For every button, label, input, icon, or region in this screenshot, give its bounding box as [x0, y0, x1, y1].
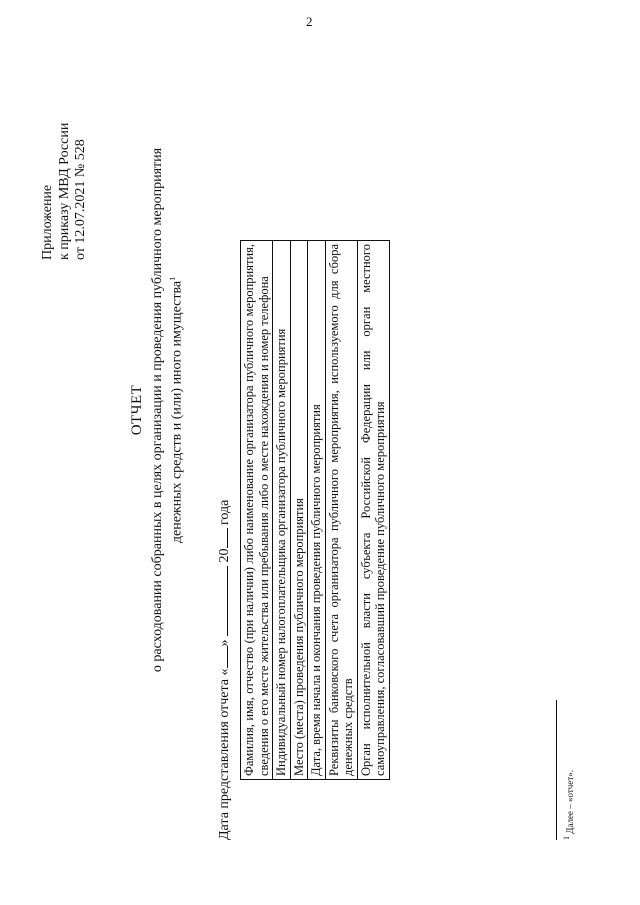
table-cell: Дата, время начала и окончания проведения публичного мероприятия	[308, 241, 326, 780]
rotated-content	[40, 40, 600, 880]
table-row	[325, 241, 357, 780]
month-blank	[215, 566, 228, 636]
date-quote-close: »	[217, 639, 232, 647]
appendix-line-3: от 12.07.2021 № 528	[73, 139, 88, 260]
table-cell: Место (места) проведения публичного мероприятия	[290, 241, 308, 780]
footnote-marker: 1	[168, 276, 177, 281]
year-prefix: 20	[217, 548, 232, 563]
footnote-divider	[556, 700, 557, 840]
page-number: 2	[306, 14, 313, 29]
year-blank	[215, 528, 228, 548]
appendix-line-2: к приказу МВД России	[56, 122, 72, 260]
table-row	[308, 241, 326, 780]
submission-date-line	[215, 500, 233, 840]
footnote-number: 1	[562, 836, 571, 840]
report-subtitle-1: о расходовании собранных в целях организации и проведения публичного мероприятия	[149, 147, 165, 673]
table-cell: Индивидуальный номер налогоплательщика организатора публичного мероприятия	[273, 241, 291, 780]
footnote-text: Далее – «отчет».	[565, 770, 575, 836]
table-cell: Фамилия, имя, отчество (при наличии) либо наименование организатора публичного мероприятия, сведения о его месте жительства или пребывания либо о месте нахождения и номер телефона	[241, 241, 273, 780]
day-blank	[215, 646, 228, 668]
table-row	[290, 241, 308, 780]
date-label: Дата представления отчета «	[217, 668, 232, 840]
report-heading: ОТЧЕТ	[129, 384, 145, 436]
report-title-block	[130, 40, 185, 780]
appendix-block	[40, 60, 90, 260]
report-table	[240, 240, 390, 780]
appendix-line-1: Приложение	[40, 184, 55, 260]
table-cell: Реквизиты банковского счета организатора публичного мероприятия, используемого для сбора денежных средств	[325, 241, 357, 780]
footnote	[562, 770, 575, 840]
year-suffix: года	[217, 499, 232, 525]
table-cell: Орган исполнительной власти субъекта Российской Федерации или орган местного самоуправления, согласовавший проведение публичного мероприятия	[357, 241, 389, 780]
table-row	[241, 241, 273, 780]
table-row	[357, 241, 389, 780]
table-row	[273, 241, 291, 780]
report-subtitle-2: денежных средств и (или) иного имущества$^1$	[168, 276, 185, 544]
